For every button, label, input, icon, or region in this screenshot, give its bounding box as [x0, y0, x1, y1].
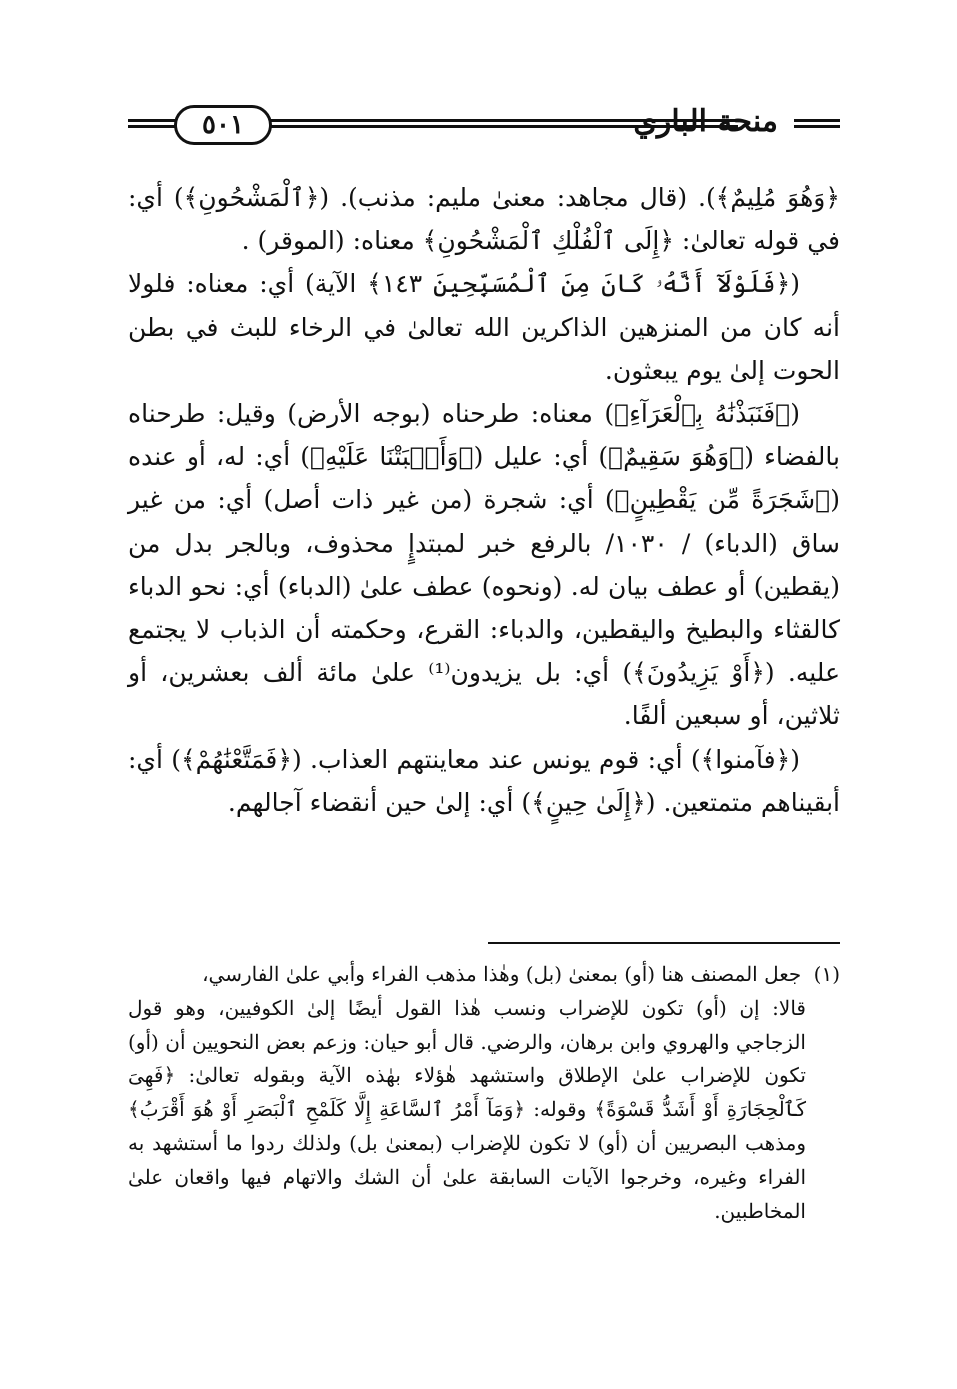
footnote [128, 958, 840, 1228]
book-title: منحة الباري [633, 104, 778, 139]
footnote-first-line [128, 958, 840, 992]
page-number: ٥٠١ [174, 105, 272, 145]
header-rule-left [128, 119, 178, 129]
paragraph: (﴿فَلَوْلَآ أَنَّهُۥ كَانَ مِنَ ٱلْمُسَبِّحِينَ ١٤٣﴾ الآية) أي: معناه: فلولا أنه كان من المنزهين الذاكرين الله تعالىٰ في الرخاء للبث في بطن الحوت إلىٰ يوم يبعثون. [128, 269, 840, 385]
paragraph: (﴿فَنَبَذْنَٰهُ بِٱلْعَرَآءِ﴾) معناه: طرحناه (بوجه الأرض) وقيل: طرحناه بالفضاء (﴿وَهُوَ سَقِيمٌ﴾) أي: عليل (﴿وَأَنۢبَتْنَا عَلَيْهِ﴾) أي: له، أو عنده (﴿شَجَرَةً مِّن يَقْطِينٍ﴾) أي: شجرة (من غير ذات أصل) أي: من غير ساق (الدباء) / ١٠٣٠/ بالرفع خبر لمبتدإٍ محذوف، وبالجر بدل من (يقطين) أو عطف بيان له. (ونحوه) عطف علىٰ (الدباء) أي: نحو الدباء كالقثاء والبطيخ واليقطين، والدباء: القرع، وحكمته أن الذباب لا يجتمع عليه. (﴿أَوْ يَزِيدُونَ﴾) أي: بل يزيدون⁽¹⁾ علىٰ مائة ألف بعشرين، أو ثلاثين، أو سبعين ألفًا. [128, 399, 841, 731]
header-rule-right [794, 119, 840, 129]
footnote-number: (١) [813, 962, 840, 986]
footnote-text: جعل المصنف هنا (أو) بمعنىٰ (بل) وهٰذا مذهب الفراء وأبي علىٰ الفارسي، [202, 962, 802, 986]
paragraph: ﴿وَهُوَ مُلِيمٌ﴾). (قال مجاهد: معنىٰ مليم: مذنب). (﴿ٱلْمَشْحُونِ﴾) أي: في قوله تعالىٰ: ﴿إِلَى ٱلْفُلْكِ ٱلْمَشْحُونِ﴾ معناه: (الموقر) . [128, 183, 840, 256]
paragraph: (﴿فآمنوا﴾) أي: قوم يونس عند معاينتهم العذاب. (﴿فَمَتَّعْنَٰهُمْ﴾) أي: أبقيناهم متمتعين. (﴿إِلَىٰ حِينٍ﴾) أي: إلىٰ حين أنقضاء آجالهم. [128, 744, 840, 817]
footnote-continuation: قالا: إن (أو) تكون للإضراب ونسب هٰذا القول أيضًا إلىٰ الكوفيين، وهو قول الزجاجي والهروي وابن برهان، والرضي. قال أبو حيان: وزعم بعض النحويين أن (أو) تكون للإضراب علىٰ الإطلاق واستشهد هٰؤلاء بهٰذه الآية وبقوله تعالىٰ: ﴿فَهِىَ كَٱلْحِجَارَةِ أَوْ أَشَدُّ قَسْوَةً﴾ وقوله: ﴿وَمَآ أَمْرُ ٱلسَّاعَةِ إِلَّا كَلَمْحِ ٱلْبَصَرِ أَوْ هُوَ أَقْرَبُ﴾ ومذهب البصريين أن (أو) لا تكون للإضراب (بمعنىٰ بل) ولذلك ردوا ما أستشهد به الفراء وغيره، وخرجوا الآيات السابقة علىٰ أن الشك والاتهام فيها واقعان علىٰ المخاطبين. [128, 995, 806, 1223]
main-text [128, 176, 840, 824]
page-header [128, 100, 840, 156]
footnote-separator [488, 942, 840, 944]
